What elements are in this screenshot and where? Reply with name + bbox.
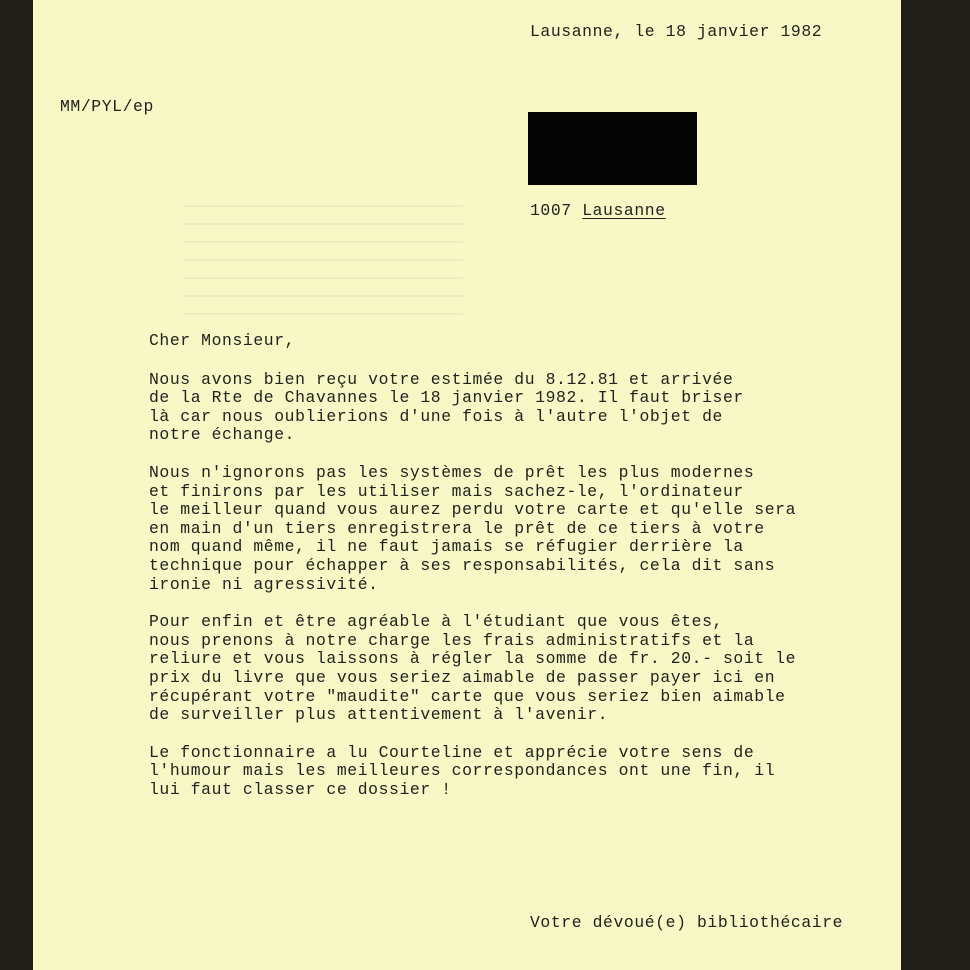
- paragraph-line: de la Rte de Chavannes le 18 janvier 1982. Il faut briser: [149, 388, 744, 408]
- postcode: 1007: [530, 201, 572, 220]
- date-line: Lausanne, le 18 janvier 1982: [530, 22, 823, 41]
- paragraph-4: [149, 744, 869, 800]
- bleed-through-text: [183, 205, 463, 325]
- redacted-address-block: [528, 112, 697, 185]
- paragraph-line: le meilleur quand vous aurez perdu votre carte et qu'elle sera: [149, 500, 797, 520]
- paragraph-line: là car nous oublierions d'une fois à l'autre l'objet de: [149, 406, 723, 426]
- paragraph-line: et finirons par les utiliser mais sachez-le, l'ordinateur: [149, 481, 744, 501]
- address-postcode-line: [530, 202, 666, 220]
- paragraph-line: lui faut classer ce dossier !: [149, 779, 452, 799]
- letter-body: [149, 332, 869, 818]
- paragraph-line: de surveiller plus attentivement à l'avenir.: [149, 705, 609, 725]
- signature-line: Votre dévoué(e) bibliothécaire: [530, 913, 844, 932]
- paragraph-line: nom quand même, il ne faut jamais se réfugier derrière la: [149, 537, 744, 557]
- paragraph-line: récupérant votre "maudite" carte que vous seriez bien aimable: [149, 686, 786, 706]
- city: Lausanne: [582, 201, 666, 220]
- paragraph-line: prix du livre que vous seriez aimable de passer payer ici en: [149, 667, 776, 687]
- paragraph-line: l'humour mais les meilleures correspondances ont une fin, il: [149, 761, 776, 781]
- paragraph-line: Nous n'ignorons pas les systèmes de prêt les plus modernes: [149, 462, 755, 482]
- paragraph-line: nous prenons à notre charge les frais administratifs et la: [149, 630, 755, 650]
- paragraph-line: notre échange.: [149, 425, 296, 445]
- paragraph-line: technique pour échapper à ses responsabilités, cela dit sans: [149, 555, 776, 575]
- paragraph-line: en main d'un tiers enregistrera le prêt de ce tiers à votre: [149, 518, 765, 538]
- paragraph-line: Le fonctionnaire a lu Courteline et apprécie votre sens de: [149, 742, 755, 762]
- paragraph-line: Nous avons bien reçu votre estimée du 8.12.81 et arrivée: [149, 369, 734, 389]
- letter-page: [33, 0, 901, 970]
- paragraph-line: ironie ni agressivité.: [149, 574, 379, 594]
- paragraph-line: reliure et vous laissons à régler la somme de fr. 20.- soit le: [149, 649, 797, 669]
- paragraph-3: [149, 613, 869, 725]
- reference-code: MM/PYL/ep: [60, 97, 154, 116]
- paragraph-2: [149, 464, 869, 594]
- salutation: Cher Monsieur,: [149, 331, 296, 350]
- paragraph-1: [149, 371, 869, 445]
- paragraph-line: Pour enfin et être agréable à l'étudiant que vous êtes,: [149, 612, 723, 632]
